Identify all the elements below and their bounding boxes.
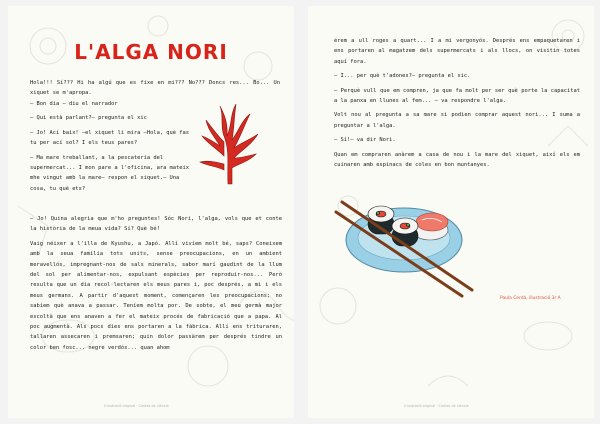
dialogue-column (30, 99, 192, 198)
paragraph: – Perquè vull que em compren, ja que fa molt per ser què porte la capacitat a la panxa en llunes al fem... – va respondre l'alga. (334, 87, 580, 105)
illustration-credit: Paula Cerdà, illustració 3r A (500, 296, 561, 301)
paragraph: – Jo! Ací baix! –el xiquet li mira –Hola, què fas tu per ací sol? I els teus pares? (30, 129, 190, 147)
paragraph: érem a ull roges a quart... I a mi vergonyós. Després ens empaquetaren i ens portaren al magatzem dels supermercats i als llocs, on visitin totes aquí fora. (334, 38, 580, 65)
story-text (30, 214, 282, 357)
paragraph: Volt nou al pregunta a sa mare si podien comprar aquest nori... I suma a preguntar a l'alga. (334, 112, 580, 129)
paragraph: Vaig néixer a l'illa de Kyushu, a Japó. Allí vivíem molt bé, saps? Coneixem amb la seua família tots units, sense preocupacions, en un ambient meravellós, impregnant-nos de sals minerals, sabor marí gaudint de la llum del sol per alimentar-nos, expulsant espècies per reproduir-nos... Però resulta que un dia recol·lectaren els meus pares i, poc després, a mi i els meus germans. A partir d'aquest moment, començaren les preocupacions; no sabíem què anava a passar. Teníem molta por. De sobte, el meu germà major escoltà que ens anaven a fer el mateix procés de fabricació que a papa. Al poc augmentà. Als pocs dies ens portaren a la fàbrica. Allí ens trituraren, tallaren assecaren i premsaren; quin dolor passàrem per després tindre un color ben fosc... negre verdós... quan ahom (30, 240, 282, 351)
page-footer: Il·lustració original · Contes de ciència (404, 404, 469, 408)
paragraph: – I... per què t'adones?– pregunta el xic. (334, 73, 471, 80)
paragraph: Hola!!! Sí??? Hi ha algú que es fixe en mi??? No??? Doncs res... Bo... Un xiquet se m'apropa. (30, 80, 280, 97)
paragraph: – Ma mare treballant, a la pescateria del supermercat... I mon pare a l'oficina, ara mateix mhe vingut amb la mare– respon el xiquet.– Una cosa, tu què ets? (30, 154, 190, 192)
page-title: L'ALGA NORI (74, 40, 228, 64)
left-page (8, 6, 294, 418)
page-footer: Il·lustració original · Contes de ciència (104, 404, 169, 408)
paragraph: Quan em compraren anàrem a casa de nou i la mare del xiquet, així els em cuinaren amb espinacs de coles en bon muntanyes. (334, 151, 580, 169)
story-text (334, 36, 580, 174)
paragraph: – Jo! Quina alegria que m'ho preguntes! Sóc Nori, l'alga, vols que et conte la història de la meua vida? Sí? Què bé! (30, 216, 282, 233)
paragraph: – Qui està parlant?– pregunta el xic (30, 115, 147, 122)
paragraph: – Sí!– va dir Nori. (334, 137, 396, 144)
seaweed-illustration (194, 96, 266, 186)
sushi-plate-illustration (334, 190, 482, 300)
paragraph: – Bon dia – diu el narrador (30, 101, 118, 107)
